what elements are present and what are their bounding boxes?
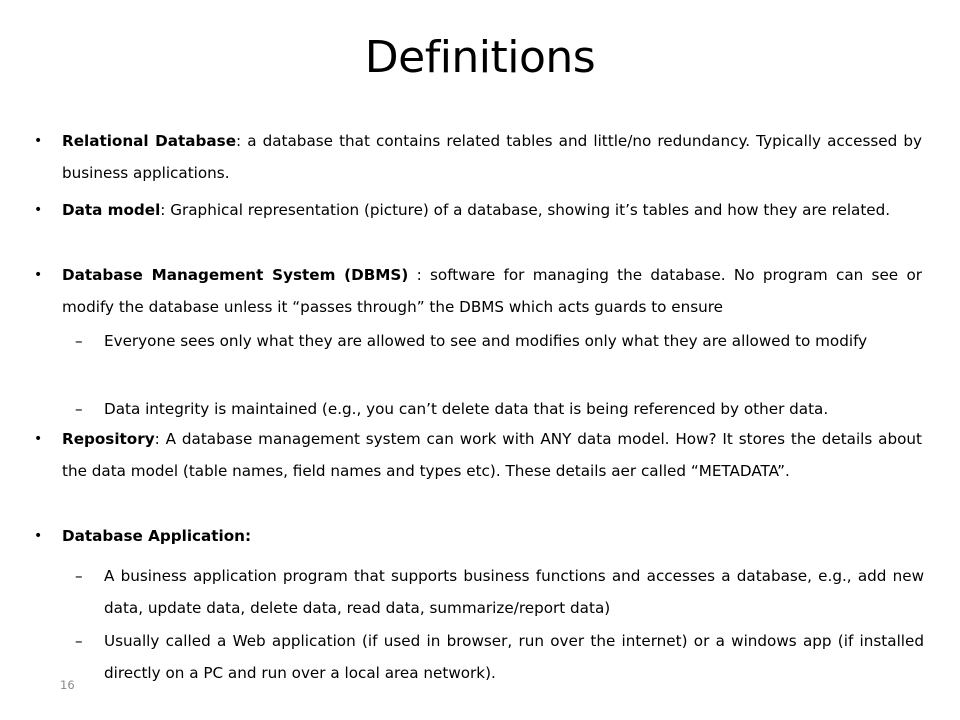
sub-item-business-app: A business application program that supports business functions and accesses a database, e.g., add new data, update data, delete data, read data, summarize/report data) (104, 567, 924, 617)
dash-bullet-icon: – (75, 332, 83, 350)
definition-term: Relational Database (62, 132, 236, 150)
bullet-icon: • (34, 202, 43, 218)
definition-term: Repository (62, 430, 155, 448)
definition-text: : A database management system can work with ANY data model. How? It stores the details about the data model (table names, field names and types etc). These details aer called “METADATA”. (62, 430, 922, 480)
page-number: 16 (60, 678, 75, 692)
definition-text: : a database that contains related tables and little/no redundancy. Typically accessed by business applications. (62, 132, 922, 182)
definition-term: Database Application: (62, 527, 252, 545)
definition-text: : software for managing the database. No program can see or modify the database unless it “passes through” the DBMS which acts guards to ensure (62, 266, 922, 316)
bullet-icon: • (34, 133, 43, 149)
definition-text: : Graphical representation (picture) of a database, showing it’s tables and how they are related. (160, 201, 891, 219)
sub-item-web-app: Usually called a Web application (if used in browser, run over the internet) or a windows app (if installed directly on a PC and run over a local area network). (104, 632, 924, 682)
definition-term: Database Management System (DBMS) (62, 266, 409, 284)
definition-term: Data model (62, 201, 161, 219)
definition-database-application (62, 521, 922, 553)
definition-relational-database (62, 126, 922, 189)
sub-item-access: Everyone sees only what they are allowed to see and modifies only what they are allowed to modify (104, 332, 868, 350)
definition-data-model (62, 195, 922, 227)
dash-bullet-icon: – (75, 400, 83, 418)
dash-bullet-icon: – (75, 567, 83, 585)
definition-dbms (62, 260, 922, 323)
bullet-icon: • (34, 528, 43, 544)
slide-title: Definitions (364, 32, 596, 83)
bullet-icon: • (34, 431, 43, 447)
dash-bullet-icon: – (75, 632, 83, 650)
definition-repository (62, 424, 922, 487)
sub-item-integrity: Data integrity is maintained (e.g., you can’t delete data that is being referenced by other data. (104, 400, 829, 418)
bullet-icon: • (34, 267, 43, 283)
